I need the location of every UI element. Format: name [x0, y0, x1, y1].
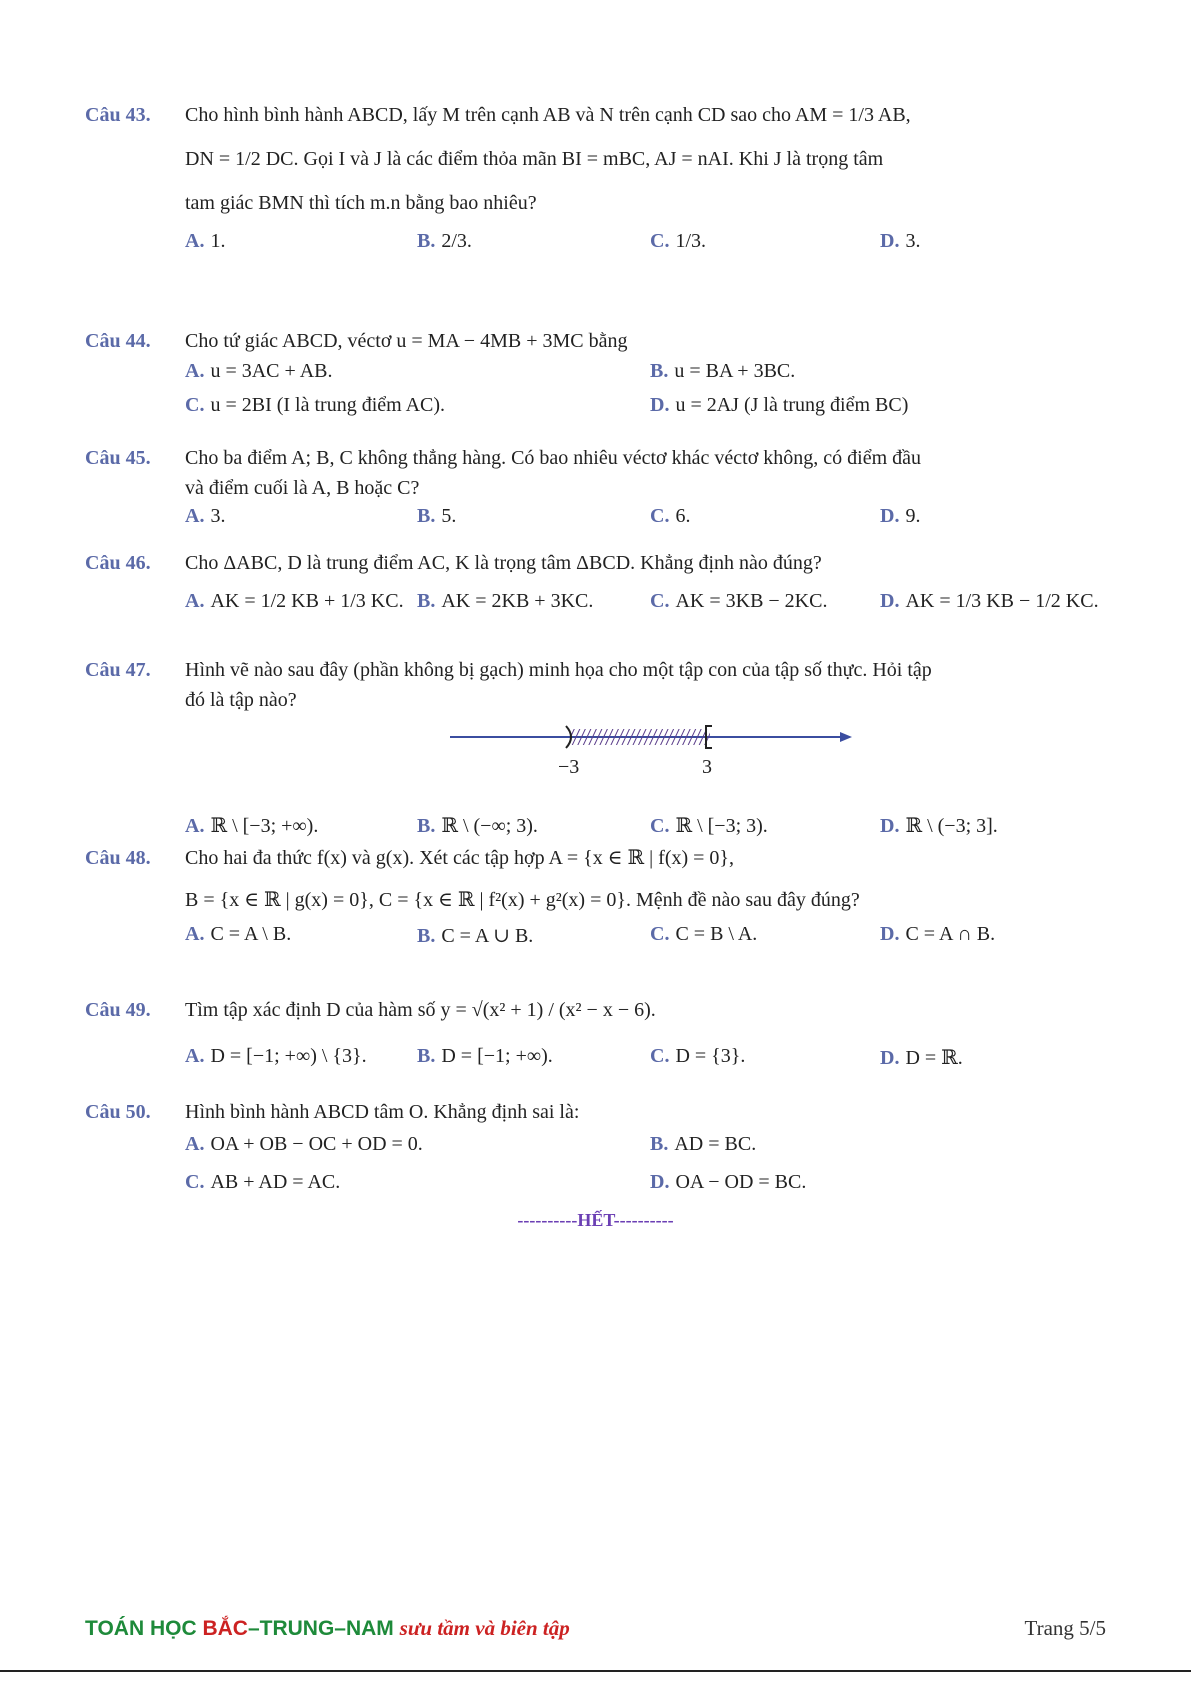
option-key: D. — [880, 923, 900, 945]
footer-brand-part-2: BẮC — [202, 1617, 248, 1640]
option-text: C = A ∪ B. — [441, 925, 534, 947]
option-text: D = ℝ. — [905, 1047, 963, 1069]
option-text: D = {3}. — [675, 1045, 746, 1067]
question-label: Câu 47. — [85, 659, 151, 681]
question-line: Tìm tập xác định D của hàm số y = √(x² + 1) / (x² − x − 6). — [185, 999, 656, 1021]
option-text: 5. — [441, 505, 457, 527]
option-d — [880, 505, 920, 528]
option-key: B. — [417, 815, 436, 837]
question-label: Câu 45. — [85, 447, 151, 469]
option-text: D = [−1; +∞) \ {3}. — [210, 1045, 367, 1067]
question-45 — [85, 443, 1110, 539]
footer-brand — [85, 1616, 570, 1641]
question-line: và điểm cuối là A, B hoặc C? — [185, 477, 420, 499]
option-text: D = [−1; +∞). — [441, 1045, 553, 1067]
option-text: 3. — [905, 230, 921, 252]
option-key: C. — [650, 1045, 670, 1067]
option-b — [417, 505, 456, 528]
option-key: D. — [650, 1171, 670, 1193]
number-line-figure — [440, 720, 860, 786]
question-line: tam giác BMN thì tích m.n bằng bao nhiêu? — [185, 192, 537, 214]
option-key: A. — [185, 590, 205, 612]
option-key: A. — [185, 923, 205, 945]
option-text: ℝ \ (−∞; 3). — [441, 815, 538, 837]
question-line: Hình vẽ nào sau đây (phần không bị gạch) minh họa cho một tập con của tập số thực. Hỏi tập — [185, 659, 932, 681]
option-text: AK = 3KB − 2KC. — [675, 590, 828, 612]
option-text: 6. — [675, 505, 691, 527]
option-text: AK = 1/2 KB + 1/3 KC. — [210, 590, 404, 612]
footer-brand-part-3: –TRUNG–NAM — [247, 1617, 400, 1640]
option-key: C. — [650, 590, 670, 612]
option-b — [650, 1133, 756, 1156]
option-key: C. — [185, 1171, 205, 1193]
option-text: AB + AD = AC. — [210, 1171, 341, 1193]
option-text: 3. — [210, 505, 226, 527]
option-text: 1/3. — [675, 230, 707, 252]
option-a — [185, 590, 404, 613]
question-line: Cho hai đa thức f(x) và g(x). Xét các tập hợp A = {x ∈ ℝ | f(x) = 0}, — [185, 847, 735, 869]
option-key: C. — [650, 505, 670, 527]
option-a — [185, 230, 225, 253]
option-key: B. — [650, 1133, 669, 1155]
bottom-rule — [0, 1670, 1191, 1672]
question-46 — [85, 548, 1110, 624]
arrow-head-icon — [840, 732, 852, 742]
option-key: A. — [185, 360, 205, 382]
question-label: Câu 46. — [85, 552, 151, 574]
option-key: C. — [650, 230, 670, 252]
option-text: C = A \ B. — [210, 923, 292, 945]
option-text: OA − OD = BC. — [675, 1171, 807, 1193]
end-mark: ----------HẾT---------- — [517, 1210, 674, 1230]
question-line: Cho hình bình hành ABCD, lấy M trên cạnh AB và N trên cạnh CD sao cho AM = 1/3 AB, — [185, 104, 911, 126]
option-b — [417, 590, 593, 613]
option-text: u = BA + 3BC. — [674, 360, 796, 382]
option-d — [650, 394, 908, 417]
question-label: Câu 50. — [85, 1101, 151, 1123]
option-c — [650, 1045, 745, 1068]
option-key: C. — [650, 923, 670, 945]
option-key: D. — [880, 815, 900, 837]
question-43 — [85, 100, 1110, 264]
option-key: A. — [185, 230, 205, 252]
option-text: ℝ \ [−3; +∞). — [210, 815, 319, 837]
option-d — [880, 590, 1099, 613]
option-c — [650, 590, 827, 613]
question-50 — [85, 1097, 1110, 1205]
option-key: B. — [417, 505, 436, 527]
hatched-region — [570, 729, 710, 745]
option-b — [417, 230, 472, 253]
option-key: B. — [417, 590, 436, 612]
option-key: C. — [650, 815, 670, 837]
question-44 — [85, 326, 1110, 428]
number-line-label-left: −3 — [558, 756, 580, 778]
option-key: A. — [185, 815, 205, 837]
option-d — [880, 923, 995, 946]
question-48 — [85, 843, 1110, 957]
option-text: 2/3. — [441, 230, 472, 252]
option-key: A. — [185, 1045, 205, 1067]
number-line-label-right: 3 — [702, 756, 712, 778]
option-b — [417, 1045, 553, 1068]
question-label: Câu 48. — [85, 847, 151, 869]
option-b — [650, 360, 795, 383]
question-line: đó là tập nào? — [185, 689, 297, 711]
question-line: DN = 1/2 DC. Gọi I và J là các điểm thỏa mãn BI = mBC, AJ = nAI. Khi J là trọng tâm — [185, 148, 884, 170]
option-text: u = 2AJ (J là trung điểm BC) — [675, 394, 909, 416]
option-b — [417, 813, 538, 838]
option-text: u = 2BI (I là trung điểm AC). — [210, 394, 446, 416]
option-d — [650, 1171, 806, 1194]
option-c — [185, 1171, 340, 1194]
option-a — [185, 1045, 367, 1068]
option-d — [880, 1045, 963, 1070]
option-key: B. — [417, 925, 436, 947]
option-key: D. — [650, 394, 670, 416]
option-a — [185, 1133, 423, 1156]
option-text: ℝ \ (−3; 3]. — [905, 815, 998, 837]
option-text: u = 3AC + AB. — [210, 360, 333, 382]
question-line: Cho tứ giác ABCD, véctơ u = MA − 4MB + 3MC bằng — [185, 330, 628, 352]
question-line: Cho ba điểm A; B, C không thẳng hàng. Có bao nhiêu véctơ khác véctơ không, có điểm đầu — [185, 447, 922, 469]
option-key: A. — [185, 505, 205, 527]
option-c — [650, 230, 706, 253]
question-label: Câu 49. — [85, 999, 151, 1021]
option-text: AD = BC. — [674, 1133, 757, 1155]
option-key: D. — [880, 230, 900, 252]
option-key: C. — [185, 394, 205, 416]
question-line: Cho ΔABC, D là trung điểm AC, K là trọng tâm ΔBCD. Khẳng định nào đúng? — [185, 552, 822, 574]
option-a — [185, 813, 318, 838]
question-line: B = {x ∈ ℝ | g(x) = 0}, C = {x ∈ ℝ | f²(x) + g²(x) = 0}. Mệnh đề nào sau đây đúng? — [185, 889, 860, 911]
option-c — [650, 923, 757, 946]
option-a — [185, 923, 291, 946]
option-a — [185, 505, 225, 528]
number-line-svg — [440, 720, 860, 780]
option-key: B. — [417, 1045, 436, 1067]
option-key: D. — [880, 590, 900, 612]
question-line: Hình bình hành ABCD tâm O. Khẳng định sai là: — [185, 1101, 580, 1123]
question-label: Câu 44. — [85, 330, 151, 352]
question-label: Câu 43. — [85, 104, 151, 126]
option-b — [417, 923, 533, 948]
page-number: Trang 5/5 — [1024, 1616, 1106, 1640]
option-text: ℝ \ [−3; 3). — [675, 815, 768, 837]
option-a — [185, 360, 332, 383]
option-d — [880, 230, 920, 253]
option-c — [650, 813, 768, 838]
option-key: D. — [880, 1047, 900, 1069]
option-c — [185, 394, 445, 417]
option-text: AK = 1/3 KB − 1/2 KC. — [905, 590, 1099, 612]
option-text: C = A ∩ B. — [905, 923, 996, 945]
footer-brand-part-1: TOÁN HỌC — [85, 1617, 203, 1640]
question-49 — [85, 995, 1110, 1079]
option-text: OA + OB − OC + OD = 0. — [210, 1133, 423, 1155]
option-c — [650, 505, 690, 528]
footer-brand-note: sưu tầm và biên tập — [399, 1616, 570, 1640]
option-text: 9. — [905, 505, 921, 527]
option-text: AK = 2KB + 3KC. — [441, 590, 594, 612]
option-d — [880, 813, 998, 838]
option-text: 1. — [210, 230, 226, 252]
option-key: B. — [417, 230, 436, 252]
option-key: A. — [185, 1133, 205, 1155]
option-key: D. — [880, 505, 900, 527]
option-text: C = B \ A. — [675, 923, 758, 945]
option-key: B. — [650, 360, 669, 382]
